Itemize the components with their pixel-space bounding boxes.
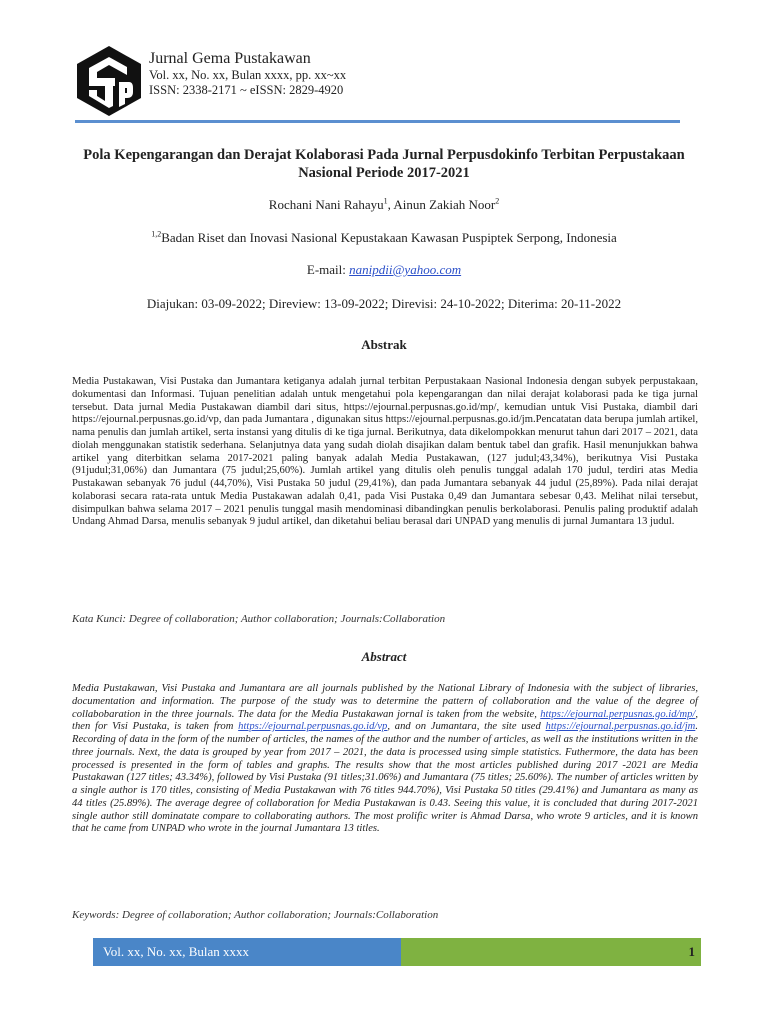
abstract-text xyxy=(72,683,698,836)
affiliation xyxy=(72,230,696,246)
footer-page-bar xyxy=(401,938,701,966)
abstract-heading: Abstract xyxy=(361,649,407,664)
abstract-part: , then for Visi Pustaka, is taken from xyxy=(72,708,698,733)
abstrak-heading: Abstrak xyxy=(361,337,407,352)
submission-dates: Diajukan: 03-09-2022; Direview: 13-09-2022; Direvisi: 24-10-2022; Diterima: 20-11-2022 xyxy=(146,296,622,311)
abstract-link-vp[interactable]: https://ejournal.perpusnas.go.id/vp xyxy=(238,721,388,733)
footer-volume: Vol. xx, No. xx, Bulan xxxx xyxy=(103,944,250,959)
author-separator: , xyxy=(387,197,394,212)
abstract-link-jm[interactable]: https://ejournal.perpusnas.go.id/jm xyxy=(545,721,696,733)
abstract-part: . Recording of data in the form of the number of articles, the names of the author and the number of articles, as well as the institutions written in the three journals. Next, the data is grouped by year from 2017 – 2021, the data is processed using simple statistics. Futhermore, the data has been processed is presented in the form of tables and graphs. The results show that the most articles published during 2017 -2021 are Media Pustakawan (127 titles; 43.34%), followed by Visi Pustaka (91 titles;31.06%) and Jumantara (75 titles; 25.60%). The number of articles written by a single author is 170 titles, consisting of Media Pustakawan with 76 titles 944.70%), Visi Pustaka 50 titles (29.41%) and Jumantara as many as 44 titles (25.89%). The average degree of collaboration for Media Pustakawan is 0.43. Seeing this value, it is concluded that during 2017-2021 single author still dominatate compare to collaborating authors. The most prolific writer is Ahmad Darsa, who wrote 9 articles, and it is known that he came from UNPAD who wrote in the journal Jumantara 13 titles. xyxy=(72,721,698,835)
author-list xyxy=(72,197,696,213)
page-number: 1 xyxy=(688,944,695,959)
author-sup: 1 xyxy=(383,196,388,206)
email-label: E-mail: xyxy=(306,262,350,277)
author-sup: 2 xyxy=(495,196,500,206)
affiliation-text: Badan Riset dan Inovasi Nasional Kepustakaan Kawasan Puspiptek Serpong, Indonesia xyxy=(161,230,617,245)
abstrak-text: Media Pustakawan, Visi Pustaka dan Jumantara ketiganya adalah jurnal terbitan Perpustakaan Nasional Indonesia dengan subyek perpustakaan, dokumentasi dan Informasi. Tujuan penelitian adalah untuk mengetahui pola kepengarangan dan nilai derajat kolaborasi pada ke tiga jurnal tersebut. Data jurnal Media Pustakawan diambil dari situs, https://ejournal.perpusnas.go.id/mp/, kemudian untuk Visi Pustaka, diambil dari https://ejournal.perpusnas.go.id/vp, dan pada Jumantara , digunakan situs https://ejournal.perpusnas.go.id/jm.Pencatatan data berupa jumlah artikel, nama penulis dan jumlah artikel, serta instansi yang ditulis di ke tiga jurnal. Berikutnya, data dikelompokkan menurut tahun dari 2017 – 2021, data diolah menggunakan statistik sederhana. Selanjutnya data yang sudah diolah disajikan dalam bentuk tabel dan grafik. Hasil menunjukkan bahwa artikel yang diterbitkan selama 2017-2021 paling banyak adalah Media Pustakawan, (127 judul;43,34%), berikutnya Visi Pustaka (91judul;31,06%) dan Jumantara (75 judul;25,60%). Jumlah artikel yang ditulis oleh penulis tunggal adalah 170 judul, terdiri atas Media Pustakawan sebanyak 76 judul (44,70%), Visi Pustaka 50 judul (29,41%), dan pada Jumantara sebanyak 44 judul (25,89%). Pada nilai derajat kolaborasi secara rata-rata untuk Media Pustakawan adalah 0,41, pada Visi Pustaka 0,49 dan Jumantara sebesar 0,43. Melihat nilai tersebut, disimpulkan bahwa selama 2017 – 2021 penulis tunggal masih mendominasi dibandingkan penulis berkolaborasi. Penulis paling produktif adalah Undang Ahmad Darsa, menulis sebanyak 9 judul artikel, dan diketahui beliau berasal dari UNPAD yang menulis di jurnal Jumantara 13 judul. xyxy=(72,376,698,528)
header-rule xyxy=(75,120,680,123)
author-name: Rochani Nani Rahayu xyxy=(268,197,384,212)
abstract-part: , and on Jumantara, the site used xyxy=(387,721,546,733)
volume-line: Vol. xx, No. xx, Bulan xxxx, pp. xx~xx xyxy=(149,68,347,82)
issn-line: ISSN: 2338-2171 ~ eISSN: 2829-4920 xyxy=(149,83,344,97)
page-footer xyxy=(93,938,701,966)
journal-header xyxy=(149,50,346,98)
kata-kunci: Kata Kunci: Degree of collaboration; Author collaboration; Journals:Collaboration xyxy=(72,613,446,625)
footer-volume-bar xyxy=(93,938,401,966)
affiliation-sup: 1,2 xyxy=(151,229,162,239)
keywords: Keywords: Degree of collaboration; Author collaboration; Journals:Collaboration xyxy=(72,909,439,921)
email-link[interactable]: nanipdii@yahoo.com xyxy=(349,262,462,277)
author-name: Ainun Zakiah Noor xyxy=(393,197,496,212)
journal-logo-icon xyxy=(75,44,143,118)
abstract-link-mp[interactable]: https://ejournal.perpusnas.go.id/mp/ xyxy=(540,708,696,720)
article-title: Pola Kepengarangan dan Derajat Kolaborasi Pada Jurnal Perpusdokinfo Terbitan Perpustakaan Nasional Periode 2017-2021 xyxy=(83,147,685,181)
abstract-part: Media Pustakawan, Visi Pustaka and Jumantara are all journals published by the National Library of Indonesia with the subject of libraries, documentation and information. The purpose of the study was to determine the pattern of collaboration and the value of the degree of collabobaration in the three journals. The data for the Media Pustakawan jornal is taken from the website, xyxy=(72,683,698,720)
journal-name: Jurnal Gema Pustakawan xyxy=(149,50,311,67)
email-line xyxy=(72,262,696,278)
